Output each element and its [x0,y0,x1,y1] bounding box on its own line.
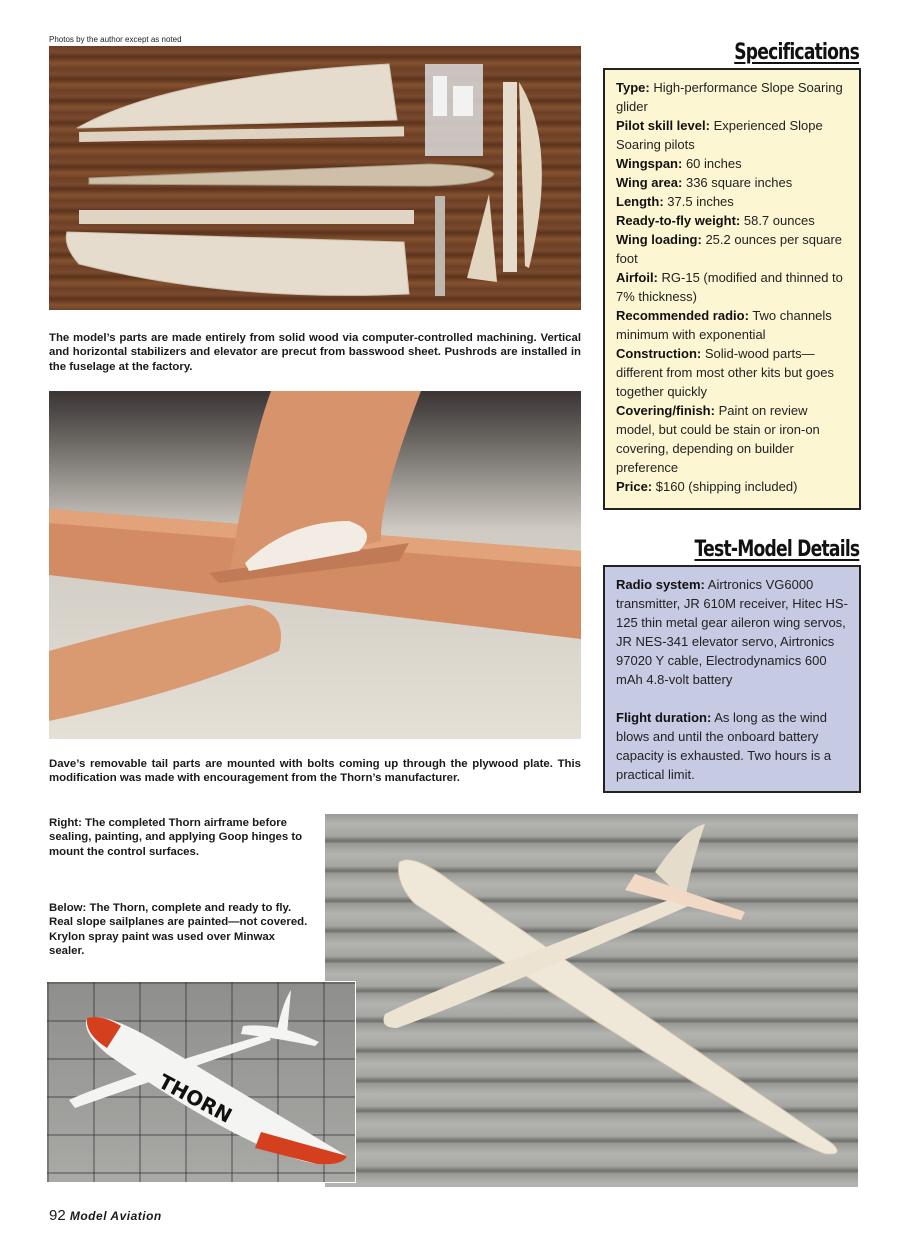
spec-wing-area: Wing area: 336 square inches [616,175,793,190]
test-model-box [603,565,861,793]
airframe-photo [325,814,858,1187]
tail-caption: Dave’s removable tail parts are mounted with bolts coming up through the plywood plate. This modification was made with encouragement from the Thorn’s manufacturer. [49,758,581,785]
magazine-name: Model Aviation [69,1209,162,1223]
spec-airfoil: Airfoil: RG-15 (modified and thinned to 7% thickness) [616,270,843,304]
specifications-box [603,68,861,510]
finished-thorn-photo [46,981,356,1183]
spec-type: Type: High-performance Slope Soaring glider [616,80,843,114]
test-flight-duration: Flight duration: As long as the wind blows and until the onboard battery capacity is exhausted. Two hours is a practical limit. [616,710,832,782]
test-radio-system: Radio system: Airtronics VG6000 transmitter, JR 610M receiver, Hitec HS-125 thin metal gear aileron wing servos, JR NES-341 elevator servo, Airtronics 97020 Y cable, Electrodynamics 600 mAh 4.8-volt battery [616,577,848,687]
tail-mount-photo [49,391,581,739]
spec-price: Price: $160 (shipping included) [616,479,798,494]
test-model-title: Test-Model Details [694,537,859,562]
spec-covering: Covering/finish: Paint on review model, but could be stain or iron-on covering, depending on builder preference [616,403,820,475]
specifications-title: Specifications [734,40,859,65]
spec-radio: Recommended radio: Two channels minimum with exponential [616,308,832,342]
finished-thorn-illustration [47,982,355,1182]
parts-caption: The model’s parts are made entirely from solid wood via computer-controlled machining. Vertical and horizontal stabilizers and elevator are precut from basswood sheet. Pushrods are installed in the fuselage at the factory. [49,332,581,373]
kit-parts-photo [49,46,581,310]
kit-parts-illustration [49,46,581,310]
page-footer [49,1207,162,1224]
spec-wing-loading: Wing loading: 25.2 ounces per square foot [616,232,843,266]
page-number: 92 [49,1207,66,1224]
spec-pilot-skill: Pilot skill level: Experienced Slope Soaring pilots [616,118,823,152]
spec-construction: Construction: Solid-wood parts—different from most other kits but goes together quickly [616,346,834,399]
spec-length: Length: 37.5 inches [616,194,734,209]
spec-weight: Ready-to-fly weight: 58.7 ounces [616,213,815,228]
spec-wingspan: Wingspan: 60 inches [616,156,742,171]
tail-mount-illustration [49,391,581,739]
photo-credit: Photos by the author except as noted [49,35,182,44]
below-photo-caption: Below: The Thorn, complete and ready to fly. Real slope sailplanes are painted—not covered. Krylon spray paint was used over Minwax sealer. [49,902,308,958]
airframe-illustration [325,814,858,1187]
right-photo-caption: Right: The completed Thorn airframe before sealing, painting, and applying Goop hinges to mount the control surfaces. [49,817,303,858]
wing-lettering: THORN [154,1069,237,1128]
